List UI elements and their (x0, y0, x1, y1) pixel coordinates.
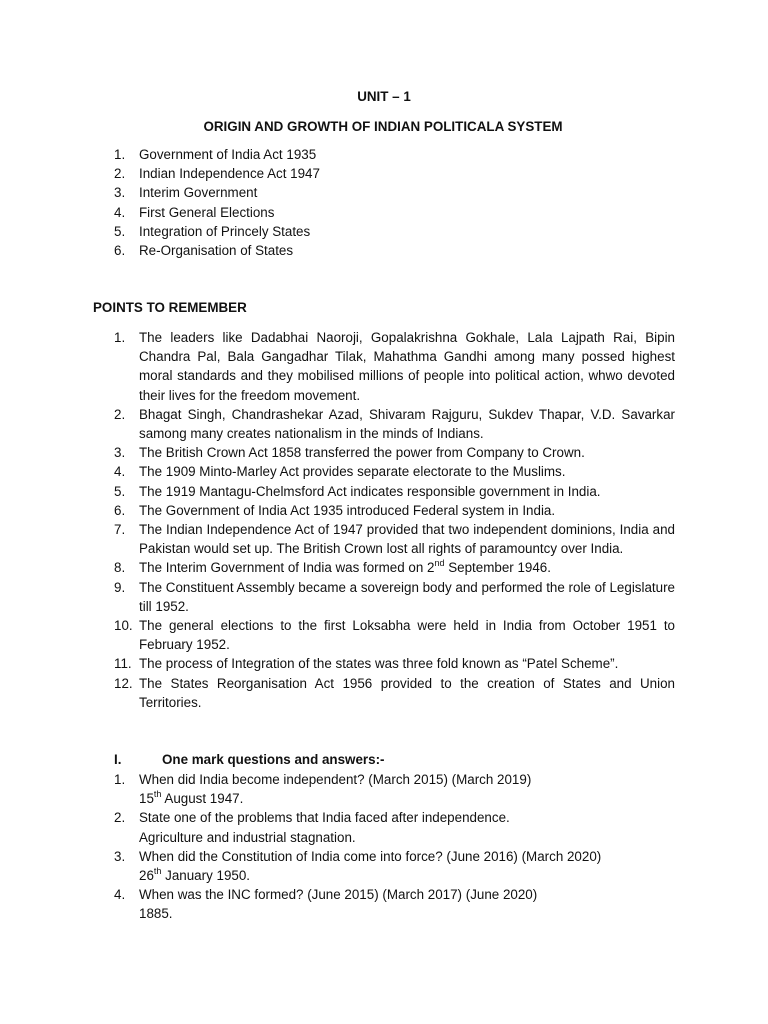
item-number: 5. (114, 223, 126, 239)
item-text: Bhagat Singh, Chandrashekar Azad, Shivaram Rajguru, Sukdev Thapar, V.D. Savarkar samong many creates nationalism in the minds of Indians. (139, 406, 675, 442)
points-list (114, 328, 675, 712)
item-text: First General Elections (139, 204, 275, 220)
item-text (139, 558, 675, 577)
questions-heading (114, 752, 385, 767)
item-text-start: The Interim Government of India was formed on 2 (139, 560, 435, 576)
topic-list (114, 145, 320, 260)
item-text: The Constituent Assembly became a sovereign body and performed the role of Legislature till 1952. (139, 579, 675, 614)
question-text: State one of the problems that India faced after independence. (139, 810, 510, 826)
item-text: The States Reorganisation Act 1956 provided to the creation of States and Union Territories. (139, 675, 675, 710)
list-item (114, 654, 675, 673)
item-number: 6. (114, 502, 126, 518)
list-item (114, 443, 675, 462)
item-number: 6. (114, 243, 126, 259)
list-item (114, 405, 675, 443)
list-item (114, 203, 320, 222)
item-text: The process of Integration of the states was three fold known as “Patel Scheme”. (139, 656, 619, 672)
item-text: The leaders like Dadabhai Naoroji, Gopalakrishna Gokhale, Lala Lajpath Rai, Bipin Chandra Pal, Bala Gangadhar Tilak, Mahathma Gandhi among many possed highest moral standards and they mobilised millions of people into political action, whwo devoted their lives for the freedom movement. (139, 330, 675, 403)
list-item (114, 501, 675, 520)
superscript: nd (434, 557, 445, 568)
item-text: The Government of India Act 1935 introduced Federal system in India. (139, 502, 556, 518)
list-item (114, 616, 675, 654)
answer-text: Agriculture and industrial stagnation. (139, 829, 356, 845)
answer-text (139, 866, 601, 885)
answer-end: January 1950. (161, 868, 251, 884)
unit-title: UNIT – 1 (357, 89, 411, 104)
list-item (114, 145, 320, 164)
item-number: 8. (114, 560, 126, 576)
question-text: When did the Constitution of India come into force? (June 2016) (March 2020) (139, 848, 602, 864)
answer-text (139, 789, 531, 808)
list-item (114, 462, 675, 481)
item-number: 2. (114, 406, 126, 422)
list-item (114, 164, 320, 183)
list-item (114, 328, 675, 405)
item-number: 5. (114, 483, 126, 499)
item-text: The general elections to the first Loksabha were held in India from October 1951 to February 1952. (139, 618, 675, 653)
list-item (114, 241, 320, 260)
item-number: 4. (114, 464, 126, 480)
item-text: Integration of Princely States (139, 223, 311, 239)
list-item (114, 222, 320, 241)
item-number: 2. (114, 166, 126, 182)
item-text: The 1919 Mantagu-Chelmsford Act indicates responsible government in India. (139, 483, 601, 499)
question-text: When was the INC formed? (June 2015) (March 2017) (June 2020) (139, 887, 538, 903)
item-number: 4. (114, 887, 126, 903)
points-heading: POINTS TO REMEMBER (93, 300, 247, 315)
superscript: th (153, 865, 162, 876)
question-item (114, 770, 675, 808)
item-number: 10. (114, 618, 133, 634)
item-number: 3. (114, 848, 126, 864)
answer-start: 15 (139, 791, 154, 807)
item-text-end: September 1946. (444, 560, 551, 576)
item-number: 3. (114, 185, 126, 201)
item-number: 2. (114, 810, 126, 826)
question-item (114, 808, 675, 846)
list-item (114, 520, 675, 558)
question-item (114, 885, 675, 923)
item-number: 4. (114, 204, 126, 220)
item-text: Government of India Act 1935 (139, 147, 317, 162)
answer-text: 1885. (139, 906, 173, 922)
item-text: Interim Government (139, 185, 258, 201)
item-number: 12. (114, 675, 133, 691)
item-number: 7. (114, 522, 126, 538)
item-text: Indian Independence Act 1947 (139, 166, 320, 182)
item-number: 9. (114, 579, 126, 595)
list-item (114, 674, 675, 712)
question-item (114, 847, 675, 885)
question-text: When did India become independent? (March 2015) (March 2019) (139, 772, 532, 787)
item-number: 11. (114, 656, 132, 672)
item-text: The 1909 Minto-Marley Act provides separate electorate to the Muslims. (139, 464, 566, 480)
item-text: The Indian Independence Act of 1947 provided that two independent dominions, India and Pakistan would set up. The British Crown lost all rights of paramountcy over India. (139, 522, 675, 557)
answer-start: 26 (139, 868, 154, 884)
superscript: th (153, 788, 162, 799)
list-item (114, 482, 675, 501)
item-number: 1. (114, 330, 126, 345)
item-number: 3. (114, 445, 126, 461)
answer-end: August 1947. (161, 791, 244, 807)
questions-list (114, 770, 675, 924)
list-item (114, 558, 675, 577)
item-number: 1. (114, 772, 126, 787)
list-item (114, 183, 320, 202)
section-title: One mark questions and answers:- (162, 752, 385, 767)
page-title: ORIGIN AND GROWTH OF INDIAN POLITICALA SYSTEM (203, 119, 563, 134)
item-number: 1. (114, 147, 126, 162)
list-item (114, 578, 675, 616)
item-text: Re-Organisation of States (139, 243, 294, 259)
item-text: The British Crown Act 1858 transferred the power from Company to Crown. (139, 445, 585, 461)
section-numeral: I. (114, 752, 122, 767)
